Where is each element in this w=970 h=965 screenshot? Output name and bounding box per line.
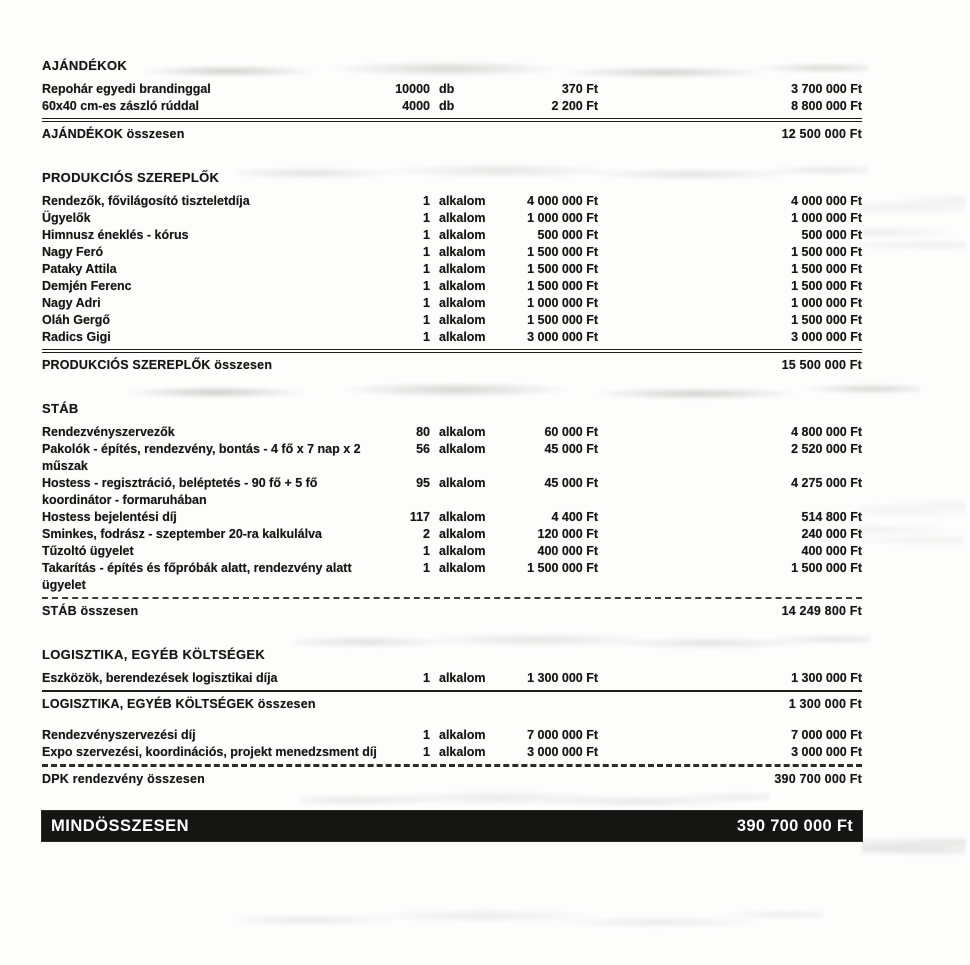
section-subtotal-row (42, 118, 862, 143)
item-total: 1 500 000 Ft (791, 245, 862, 259)
item-unit: alkalom (439, 476, 486, 490)
table-row (42, 244, 862, 261)
scan-artifact (860, 95, 965, 345)
table-row (42, 193, 862, 210)
table-row (42, 475, 862, 509)
item-unit-price: 1 500 000 Ft (527, 245, 598, 259)
table-row (42, 670, 862, 687)
item-quantity: 1 (423, 245, 430, 259)
table-row (42, 210, 862, 227)
item-total: 1 000 000 Ft (791, 211, 862, 225)
item-description: Rendezvényszervezők (42, 425, 175, 439)
table-row (42, 312, 862, 329)
section-subtotal-label: LOGISZTIKA, EGYÉB KÖLTSÉGEK összesen (42, 697, 316, 711)
table-row (42, 81, 862, 98)
item-quantity: 1 (423, 194, 430, 208)
scan-artifact (860, 420, 965, 620)
item-quantity: 1 (423, 330, 430, 344)
item-quantity: 1 (423, 262, 430, 276)
item-description: Ügyelők (42, 211, 91, 225)
section-subtotal-value: 12 500 000 Ft (781, 127, 862, 141)
table-row (42, 227, 862, 244)
item-description: Sminkes, fodrász - szeptember 20-ra kalkulálva (42, 527, 322, 541)
item-unit-price: 4 400 Ft (551, 510, 598, 524)
item-unit: alkalom (439, 671, 486, 685)
section-subtotal-label: STÁB összesen (42, 604, 139, 618)
item-unit: alkalom (439, 245, 486, 259)
section-logisztika (42, 646, 862, 713)
item-unit: alkalom (439, 296, 486, 310)
item-unit-price: 1 500 000 Ft (527, 262, 598, 276)
item-quantity: 1 (423, 728, 430, 742)
item-total: 4 275 000 Ft (791, 476, 862, 490)
item-unit: alkalom (439, 228, 486, 242)
item-total: 514 800 Ft (801, 510, 862, 524)
item-unit: alkalom (439, 262, 486, 276)
section-subtotal-value: 1 300 000 Ft (788, 697, 862, 711)
table-row (42, 526, 862, 543)
item-description: Demjén Ferenc (42, 279, 132, 293)
item-total: 400 000 Ft (801, 544, 862, 558)
section-title: PRODUKCIÓS SZEREPLŐK (42, 170, 220, 185)
section-ajandekok (42, 57, 862, 143)
item-unit-price: 3 000 000 Ft (527, 745, 598, 759)
section-subtotal-row (42, 690, 862, 713)
table-row (42, 560, 862, 594)
item-unit-price: 1 500 000 Ft (527, 279, 598, 293)
table-row (42, 98, 862, 115)
section-title: LOGISZTIKA, EGYÉB KÖLTSÉGEK (42, 647, 266, 662)
item-quantity: 1 (423, 544, 430, 558)
item-description: Eszközök, berendezések logisztikai díja (42, 671, 278, 685)
item-unit: alkalom (439, 728, 486, 742)
section-subtotal-value: 390 700 000 Ft (774, 772, 862, 786)
item-unit: alkalom (439, 279, 486, 293)
item-total: 3 000 000 Ft (791, 330, 862, 344)
item-quantity: 95 (416, 476, 430, 490)
item-total: 1 500 000 Ft (791, 313, 862, 327)
item-unit: alkalom (439, 194, 486, 208)
item-quantity: 1 (423, 561, 430, 575)
item-unit: alkalom (439, 527, 486, 541)
item-description: Expo szervezési, koordinációs, projekt menedzsment díj (42, 745, 377, 759)
item-total: 1 300 000 Ft (791, 671, 862, 685)
item-unit-price: 370 Ft (561, 82, 598, 96)
grand-total-label: MINDÖSSZESEN (51, 816, 190, 835)
table-row (42, 744, 862, 761)
section-subtotal-row (42, 597, 862, 620)
item-unit-price: 45 000 Ft (544, 442, 598, 456)
item-total: 2 520 000 Ft (791, 442, 862, 456)
item-unit-price: 4 000 000 Ft (527, 194, 598, 208)
item-description: Nagy Adri (42, 296, 101, 310)
section-subtotal-value: 14 249 800 Ft (781, 604, 862, 618)
item-quantity: 4000 (402, 99, 430, 113)
item-unit-price: 1 000 000 Ft (527, 211, 598, 225)
item-unit-price: 60 000 Ft (544, 425, 598, 439)
item-description: Hostess bejelentési díj (42, 510, 177, 524)
table-row (42, 261, 862, 278)
section-zaro-tetelek (42, 727, 862, 788)
item-description: Himnusz éneklés - kórus (42, 228, 189, 242)
item-total: 7 000 000 Ft (791, 728, 862, 742)
item-unit: alkalom (439, 425, 486, 439)
item-total: 3 000 000 Ft (791, 745, 862, 759)
item-quantity: 56 (416, 442, 430, 456)
item-unit-price: 1 000 000 Ft (527, 296, 598, 310)
section-subtotal-value: 15 500 000 Ft (781, 358, 862, 372)
item-description: Pakolók - építés, rendezvény, bontás - 4 fő x 7 nap x 2 műszak (42, 442, 361, 473)
item-description: Repohár egyedi brandinggal (42, 82, 211, 96)
table-row (42, 441, 862, 475)
item-quantity: 1 (423, 228, 430, 242)
item-unit: alkalom (439, 211, 486, 225)
item-unit: alkalom (439, 544, 486, 558)
section-subtotal-label: DPK rendezvény összesen (42, 772, 205, 786)
item-unit: alkalom (439, 313, 486, 327)
item-total: 3 700 000 Ft (791, 82, 862, 96)
item-quantity: 1 (423, 745, 430, 759)
item-unit-price: 400 000 Ft (537, 544, 598, 558)
section-subtotal-row (42, 349, 862, 374)
item-unit: db (439, 99, 455, 113)
item-quantity: 1 (423, 211, 430, 225)
section-subtotal-label: AJÁNDÉKOK összesen (42, 127, 185, 141)
budget-table (42, 57, 862, 841)
item-total: 1 500 000 Ft (791, 561, 862, 575)
item-total: 1 500 000 Ft (791, 262, 862, 276)
item-quantity: 1 (423, 313, 430, 327)
section-subtotal-label: PRODUKCIÓS SZEREPLŐK összesen (42, 358, 273, 372)
item-total: 4 000 000 Ft (791, 194, 862, 208)
item-unit-price: 1 500 000 Ft (527, 313, 598, 327)
item-total: 1 000 000 Ft (791, 296, 862, 310)
item-description: Rendezők, fővilágosító tiszteletdíja (42, 194, 250, 208)
item-unit-price: 3 000 000 Ft (527, 330, 598, 344)
item-description: Hostess - regisztráció, beléptetés - 90 fő + 5 fő koordinátor - formaruhában (42, 476, 318, 507)
item-unit: alkalom (439, 745, 486, 759)
table-row (42, 727, 862, 744)
item-unit: alkalom (439, 561, 486, 575)
section-title: STÁB (42, 401, 79, 416)
item-description: Nagy Feró (42, 245, 104, 259)
item-description: Pataky Attila (42, 262, 117, 276)
item-unit-price: 120 000 Ft (537, 527, 598, 541)
table-row (42, 424, 862, 441)
item-total: 4 800 000 Ft (791, 425, 862, 439)
table-row (42, 509, 862, 526)
item-quantity: 80 (416, 425, 430, 439)
item-unit-price: 45 000 Ft (544, 476, 598, 490)
table-row (42, 329, 862, 346)
item-quantity: 10000 (395, 82, 430, 96)
item-total: 240 000 Ft (801, 527, 862, 541)
item-unit-price: 2 200 Ft (551, 99, 598, 113)
item-description: Oláh Gergő (42, 313, 111, 327)
table-row (42, 295, 862, 312)
grand-total-bar (42, 811, 862, 841)
table-row (42, 543, 862, 560)
item-description: Rendezvényszervezési díj (42, 728, 196, 742)
item-description: Tűzoltó ügyelet (42, 544, 134, 558)
budget-sections (42, 57, 862, 788)
item-unit-price: 7 000 000 Ft (527, 728, 598, 742)
item-quantity: 2 (423, 527, 430, 541)
item-quantity: 1 (423, 296, 430, 310)
item-total: 8 800 000 Ft (791, 99, 862, 113)
item-quantity: 117 (409, 510, 430, 524)
item-unit-price: 1 300 000 Ft (527, 671, 598, 685)
item-total: 500 000 Ft (801, 228, 862, 242)
grand-total-value: 390 700 000 Ft (736, 816, 853, 835)
item-unit: alkalom (439, 330, 486, 344)
section-subtotal-row (42, 764, 862, 788)
scan-artifact (238, 897, 823, 939)
item-unit: alkalom (439, 442, 486, 456)
item-unit: db (439, 82, 455, 96)
scan-artifact (862, 822, 966, 870)
item-description: Radics Gigi (42, 330, 111, 344)
table-row (42, 278, 862, 295)
section-produkcios-szereplok (42, 169, 862, 374)
item-description: 60x40 cm-es zászló rúddal (42, 99, 200, 113)
item-unit-price: 500 000 Ft (537, 228, 598, 242)
item-quantity: 1 (423, 671, 430, 685)
section-stab (42, 400, 862, 620)
section-title: AJÁNDÉKOK (42, 58, 128, 73)
item-description: Takarítás - építés és főpróbák alatt, rendezvény alatt ügyelet (42, 561, 352, 592)
item-quantity: 1 (423, 279, 430, 293)
item-unit-price: 1 500 000 Ft (527, 561, 598, 575)
item-total: 1 500 000 Ft (791, 279, 862, 293)
item-unit: alkalom (439, 510, 486, 524)
